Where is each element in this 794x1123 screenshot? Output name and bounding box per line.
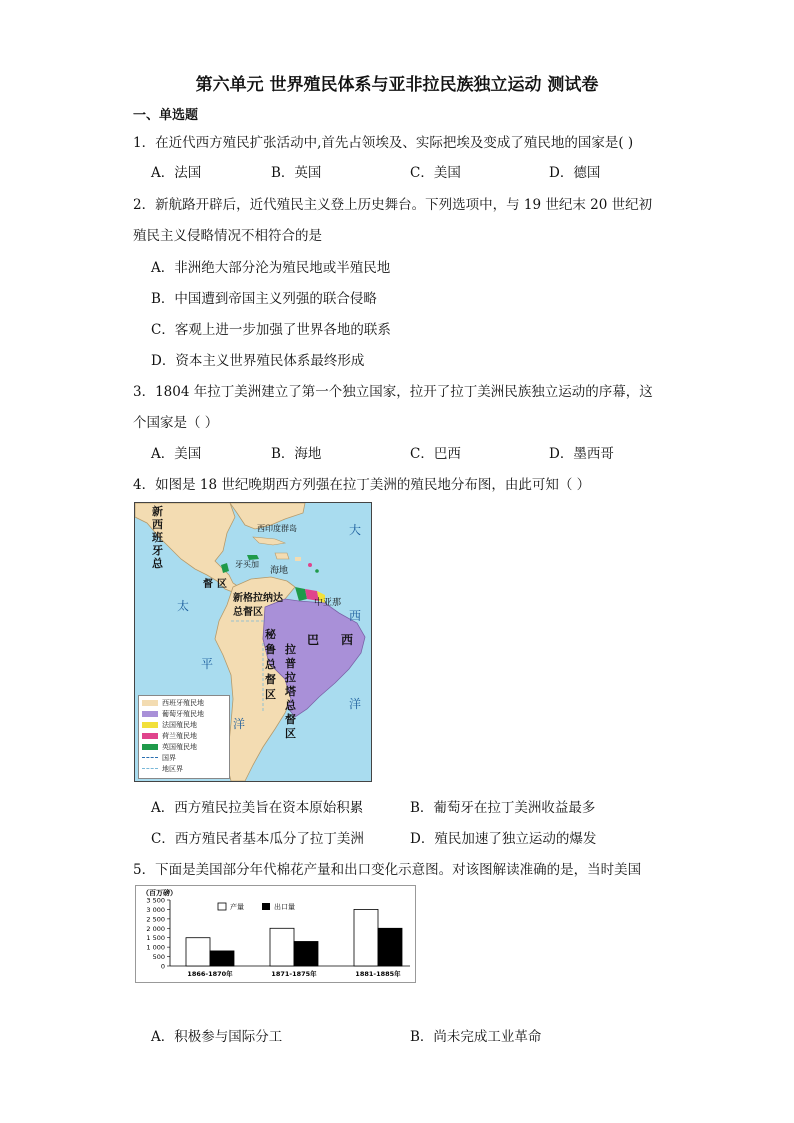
map-label-ocean-da: 大 <box>349 523 362 537</box>
map-label-du: 督 <box>203 579 213 590</box>
legend-label-portugal: 葡萄牙殖民地 <box>162 710 204 718</box>
page-title: 第六单元 世界殖民体系与亚非拉民族独立运动 测试卷 <box>195 75 599 95</box>
q3-option-d[interactable]: D．墨西哥 <box>549 446 614 462</box>
bar-export-1 <box>294 941 318 966</box>
legend-label-export: 出口量 <box>274 903 295 911</box>
question-1-stem: 1．在近代西方殖民扩张活动中,首先占领埃及、实际把埃及变成了殖民地的国家是( ) <box>133 135 634 151</box>
legend-label-britain: 英国殖民地 <box>162 743 197 751</box>
latin-america-colonial-map <box>134 502 372 782</box>
y-tick-label: 3 000 <box>146 905 165 914</box>
legend-label-france: 法国殖民地 <box>162 721 197 729</box>
x-category-label: 1866-1870年 <box>187 970 233 978</box>
legend-swatch-production <box>218 903 226 910</box>
q4-option-c[interactable]: C．西方殖民者基本瓜分了拉丁美洲 <box>151 831 364 847</box>
q2-option-c[interactable]: C．客观上进一步加强了世界各地的联系 <box>151 322 391 338</box>
map-label-peru: 秘 鲁 总 督 区 <box>265 628 276 701</box>
q4-option-d[interactable]: D．殖民加速了独立运动的爆发 <box>410 831 597 847</box>
question-4-stem: 4．如图是 18 世纪晚期西方列强在拉丁美洲的殖民地分布图，由此可知（ ） <box>133 477 591 493</box>
q1-option-a[interactable]: A．法国 <box>151 165 202 181</box>
map-label-ocean-xi: 西 <box>349 609 362 623</box>
map-label-haiti: 海地 <box>270 566 289 576</box>
y-tick-label: 2 500 <box>146 915 165 924</box>
x-category-label: 1881-1885年 <box>355 970 401 978</box>
legend-swatch-netherlands <box>142 733 158 739</box>
legend-swatch-region <box>142 768 158 769</box>
q3-option-c[interactable]: C．巴西 <box>410 446 461 462</box>
map-label-la-plata: 拉 普 拉 塔 总 督 区 <box>285 643 296 740</box>
legend-swatch-france <box>142 722 158 728</box>
map-label-new-spain: 新 西 班 牙 总 <box>152 505 163 570</box>
q2-option-a[interactable]: A．非洲绝大部分沦为殖民地或半殖民地 <box>151 260 391 276</box>
bar-production-0 <box>186 938 210 966</box>
y-tick-label: 0 <box>160 962 165 971</box>
y-tick-label: 500 <box>152 953 165 962</box>
bar-production-2 <box>354 909 378 966</box>
map-label-new-granada-2: 总督区 <box>233 607 263 618</box>
bar-export-0 <box>210 951 234 966</box>
legend-swatch-portugal <box>142 711 158 717</box>
y-tick-label: 2 000 <box>146 924 165 933</box>
q1-option-b[interactable]: B．英国 <box>271 165 322 181</box>
q1-option-d[interactable]: D．德国 <box>549 165 601 181</box>
map-label-ocean-tai: 太 <box>177 599 190 613</box>
legend-label-border: 国界 <box>162 754 176 762</box>
map-label-brazil-1: 巴 <box>307 633 320 647</box>
map-label-ocean-ping: 平 <box>201 657 214 671</box>
legend-swatch-spain <box>142 700 158 706</box>
question-2-stem-line2: 殖民主义侵略情况不相符合的是 <box>133 228 322 244</box>
legend-label-netherlands: 荷兰殖民地 <box>162 732 197 740</box>
legend-label-spain: 西班牙殖民地 <box>162 699 204 707</box>
map-label-qu: 区 <box>217 579 227 590</box>
map-label-new-granada: 新格拉纳达 <box>233 593 283 604</box>
map-label-jamaica: 牙买加 <box>235 560 259 569</box>
chart-ylabel: （百万磅） <box>142 889 177 897</box>
legend-label-production: 产量 <box>230 903 244 911</box>
legend-swatch-export <box>262 903 270 910</box>
map-label-west-indies: 西印度群岛 <box>257 524 297 533</box>
q5-option-a[interactable]: A．积极参与国际分工 <box>151 1029 283 1045</box>
q3-option-b[interactable]: B．海地 <box>271 446 322 462</box>
question-2-stem-line1: 2．新航路开辟后，近代殖民主义登上历史舞台。下列选项中，与 19 世纪末 20 世纪初 <box>133 197 653 213</box>
map-legend <box>138 695 230 779</box>
q3-option-a[interactable]: A．美国 <box>151 446 202 462</box>
map-label-ocean-yang2: 洋 <box>233 717 246 731</box>
q2-option-d[interactable]: D．资本主义世界殖民体系最终形成 <box>151 353 365 369</box>
y-tick-label: 3 500 <box>146 896 165 905</box>
x-category-label: 1871-1875年 <box>271 970 317 978</box>
question-3-stem-line2: 个国家是（ ） <box>133 415 219 431</box>
map-label-brazil-2: 西 <box>341 633 354 647</box>
cotton-chart-svg <box>136 886 415 982</box>
cotton-chart <box>135 885 416 983</box>
q4-option-a[interactable]: A．西方殖民拉美旨在资本原始积累 <box>151 800 364 816</box>
q4-option-b[interactable]: B．葡萄牙在拉丁美洲收益最多 <box>410 800 596 816</box>
bar-production-1 <box>270 928 294 966</box>
section-heading: 一、单选题 <box>133 108 199 123</box>
bar-export-2 <box>378 928 402 966</box>
legend-swatch-border <box>142 757 158 758</box>
legend-swatch-britain <box>142 744 158 750</box>
y-tick-label: 1 500 <box>146 934 165 943</box>
question-3-stem-line1: 3．1804 年拉丁美洲建立了第一个独立国家，拉开了拉丁美洲民族独立运动的序幕，这 <box>133 384 653 400</box>
legend-label-region: 地区界 <box>162 765 183 773</box>
question-5-stem: 5．下面是美国部分年代棉花产量和出口变化示意图。对该图解读准确的是，当时美国 <box>133 862 642 878</box>
map-label-ocean-yang: 洋 <box>349 697 362 711</box>
q5-option-b[interactable]: B．尚未完成工业革命 <box>410 1029 542 1045</box>
map-label-guiana: 中亚那 <box>314 598 342 608</box>
q2-option-b[interactable]: B．中国遭到帝国主义列强的联合侵略 <box>151 291 377 307</box>
y-tick-label: 1 000 <box>146 943 165 952</box>
q1-option-c[interactable]: C．美国 <box>410 165 461 181</box>
